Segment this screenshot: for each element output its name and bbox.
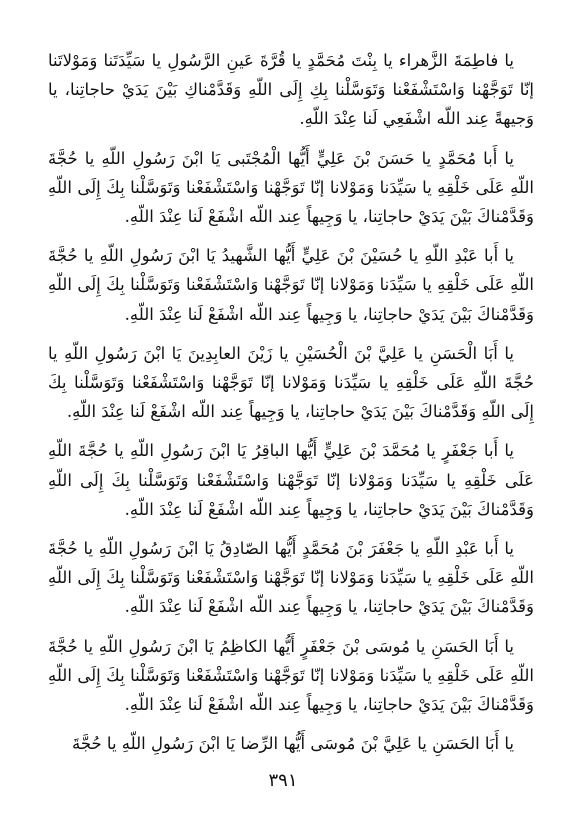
paragraph-zayn-al-abidin: يا أَبَا الْحَسَنِ يا عَلِيَّ بْنَ الْحُسَيْنِ يا زَيْنَ العابِدِينَ يَا ابْنَ رَسُولِ اللّهِ يا حُجَّةَ اللّهِ عَلَى خَلْقِهِ يا سَيِّدَنا وَمَوْلانا إنّا تَوَجَّهْنا وَاسْتَشْفَعْنا وَتَوَسَّلْنا بِكَ إِلَى اللّهِ وَقَدَّمْناكَ بَيْنَ يَدَيْ حاجاتِنا، يا وَجِيهاً عِند اللّه اشْفَعْ لَنا عِنْدَ اللّهِ. bbox=[48, 343, 534, 422]
body-text bbox=[48, 46, 534, 768]
page-number: ٣٩١ bbox=[268, 770, 298, 791]
paragraph-husayn: يا أَبا عَبْدِ اللّهِ يا حُسَيْنَ بْنَ عَلِيٍّ أَيُّها الشَّهيدُ يَا ابْنَ رَسُولِ اللّهِ يا حُجَّةَ اللّهِ عَلَى خَلْقِهِ يا سَيِّدَنا وَمَوْلانا إنّا تَوَجَّهْنا وَاسْتَشْفَعْنا وَتَوَسَّلْنا بِكَ إِلَى اللّهِ وَقَدَّمْناكَ بَيْنَ يَدَيْ حاجاتِنا، يا وَجِيهاً عِند اللّه اشْفَعْ لَنا عِنْدَ اللّهِ. bbox=[48, 246, 534, 324]
paragraph-rida: يا أَبَا الحَسَنِ يا عَلِيَّ بْنَ مُوسَى أَيُّها الرِّضا يَا ابْنَ رَسُولِ اللّهِ يا حُجَّةَ bbox=[71, 734, 514, 754]
paragraph-baqir: يا أَبا جَعْفَرٍ يا مُحَمَّدَ بْنَ عَلِيٍّ أَيُّها الباقِرُ يَا ابْنَ رَسُولِ اللّهِ يا حُجَّةَ اللّهِ عَلَى خَلْقِهِ يا سَيِّدَنا وَمَوْلانا إنّا تَوَجَّهْنا وَاسْتَشْفَعْنا وَتَوَسَّلْنا بِكَ إِلَى اللّهِ وَقَدَّمْناكَ بَيْنَ يَدَيْ حاجاتِنا، يا وَجِيهاً عِند اللّه اشْفَعْ لَنا عِنْدَ اللّهِ. bbox=[48, 441, 534, 519]
paragraph-kazim: يا أَبَا الحَسَنِ يا مُوسَى بْنَ جَعْفَرٍ أَيُّها الكاظِمُ يَا ابْنَ رَسُولِ اللّهِ يا حُجَّةَ اللّهِ عَلَى خَلْقِهِ يا سَيِّدَنا وَمَوْلانا إنّا تَوَجَّهْنا وَاسْتَشْفَعْنا وَتَوَسَّلْنا بِكَ إِلَى اللّهِ وَقَدَّمْناكَ بَيْنَ يَدَيْ حاجاتِنا، يا وَجِيهاً عِند اللّه اشْفَعْ لَنا عِنْدَ اللّهِ. bbox=[48, 636, 534, 715]
paragraph-sadiq: يا أَبا عَبْدِ اللّهِ يا جَعْفَرَ بْنَ مُحَمَّدٍ أَيُّها الصّادِقُ يَا ابْنَ رَسُولِ اللّهِ يا حُجَّةَ اللّهِ عَلَى خَلْقِهِ يا سَيِّدَنا وَمَوْلانا إنّا تَوَجَّهْنا وَاسْتَشْفَعْنا وَتَوَسَّلْنا بِكَ إِلَى اللّهِ وَقَدَّمْناكَ بَيْنَ يَدَيْ حاجاتِنا، يا وَجِيهاً عِند اللّه اشْفَعْ لَنا عِنْدَ اللّهِ. bbox=[48, 539, 534, 617]
paragraph-hasan: يا أَبا مُحَمَّدٍ يا حَسَنَ بْنَ عَلِيٍّ أَيُّها الْمُجْتَبى يَا ابْنَ رَسُولِ اللّهِ يا حُجَّةَ اللّهِ عَلَى خَلْقِهِ يا سَيِّدَنا وَمَوْلانا إنّا تَوَجَّهْنا وَاسْتَشْفَعْنا وَتَوَسَّلْنا بِكَ إِلَى اللّهِ وَقَدَّمْناكَ بَيْنَ يَدَيْ حاجاتِنا، يا وَجِيهاً عِند اللّه اشْفَعْ لَنا عِنْدَ اللّهِ. bbox=[48, 148, 534, 227]
paragraph-fatima: يا فاطِمَةَ الزَّهراء يا بِنْتَ مُحَمَّدٍ يا قُرَّةَ عَينِ الرَّسُولِ يا سَيِّدَتَنا وَمَوْلاتَنا إنّا تَوَجَّهْنا وَاسْتَشْفَعْنا وَتَوَسَّلْنا بِكِ إِلَى اللّهِ وَقَدَّمْناكِ بَيْنَ يَدَيْ حاجاتِنا، يا وَجيهةً عِند اللّه اشْفَعِي لَنا عِنْدَ اللّهِ. bbox=[48, 51, 534, 129]
